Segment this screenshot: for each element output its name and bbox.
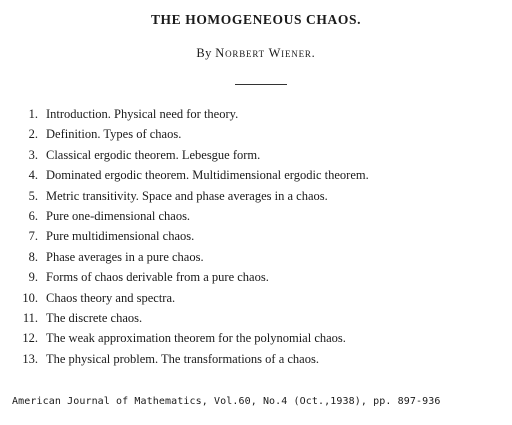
- toc-number: 11.: [22, 310, 38, 325]
- toc-number: 12.: [22, 331, 38, 346]
- toc-item: [0, 267, 512, 287]
- toc-text: Chaos theory and spectra.: [46, 290, 176, 305]
- toc-text: Phase averages in a pure chaos.: [46, 249, 204, 264]
- byline: [0, 46, 512, 61]
- toc-number: 1.: [28, 107, 38, 121]
- toc-number: 7.: [28, 229, 38, 244]
- title-divider: [235, 84, 287, 85]
- toc-number: 8.: [28, 249, 38, 264]
- toc-item: [0, 226, 512, 246]
- toc-text: Definition. Types of chaos.: [46, 127, 182, 142]
- toc-number: 2.: [28, 127, 38, 142]
- toc-item: [0, 206, 512, 226]
- paper-title: THE HOMOGENEOUS CHAOS.: [150, 12, 362, 27]
- toc-item: [0, 328, 512, 348]
- toc-text: Introduction. Physical need for theory.: [46, 107, 239, 121]
- author-name: Norbert Wiener.: [215, 46, 316, 60]
- toc-number: 3.: [28, 147, 38, 162]
- toc-item: [0, 124, 512, 144]
- table-of-contents: [0, 104, 512, 369]
- toc-item: [0, 308, 512, 328]
- toc-number: 9.: [28, 270, 38, 285]
- toc-text: Metric transitivity. Space and phase averages in a chaos.: [46, 188, 328, 203]
- toc-item: [0, 104, 512, 124]
- toc-item: [0, 349, 512, 369]
- toc-item: [0, 165, 512, 185]
- toc-number: 10.: [22, 290, 38, 305]
- toc-text: Pure one-dimensional chaos.: [46, 208, 191, 223]
- toc-item: [0, 288, 512, 308]
- toc-number: 4.: [28, 168, 38, 183]
- toc-number: 5.: [28, 188, 38, 203]
- toc-item: [0, 145, 512, 165]
- byline-prefix: By: [196, 46, 212, 60]
- toc-text: Pure multidimensional chaos.: [46, 229, 195, 244]
- toc-item: [0, 247, 512, 267]
- toc-item: [0, 186, 512, 206]
- toc-text: Forms of chaos derivable from a pure chaos.: [46, 270, 269, 285]
- toc-number: 13.: [22, 351, 38, 366]
- toc-text: The weak approximation theorem for the polynomial chaos.: [46, 331, 346, 346]
- toc-text: The discrete chaos.: [46, 310, 143, 325]
- journal-citation: American Journal of Mathematics, Vol.60, No.4 (Oct.,1938), pp. 897-936: [12, 396, 441, 407]
- toc-text: Classical ergodic theorem. Lebesgue form.: [46, 147, 261, 162]
- toc-number: 6.: [28, 208, 38, 223]
- toc-text: The physical problem. The transformations of a chaos.: [46, 351, 319, 366]
- toc-text: Dominated ergodic theorem. Multidimensional ergodic theorem.: [46, 168, 369, 183]
